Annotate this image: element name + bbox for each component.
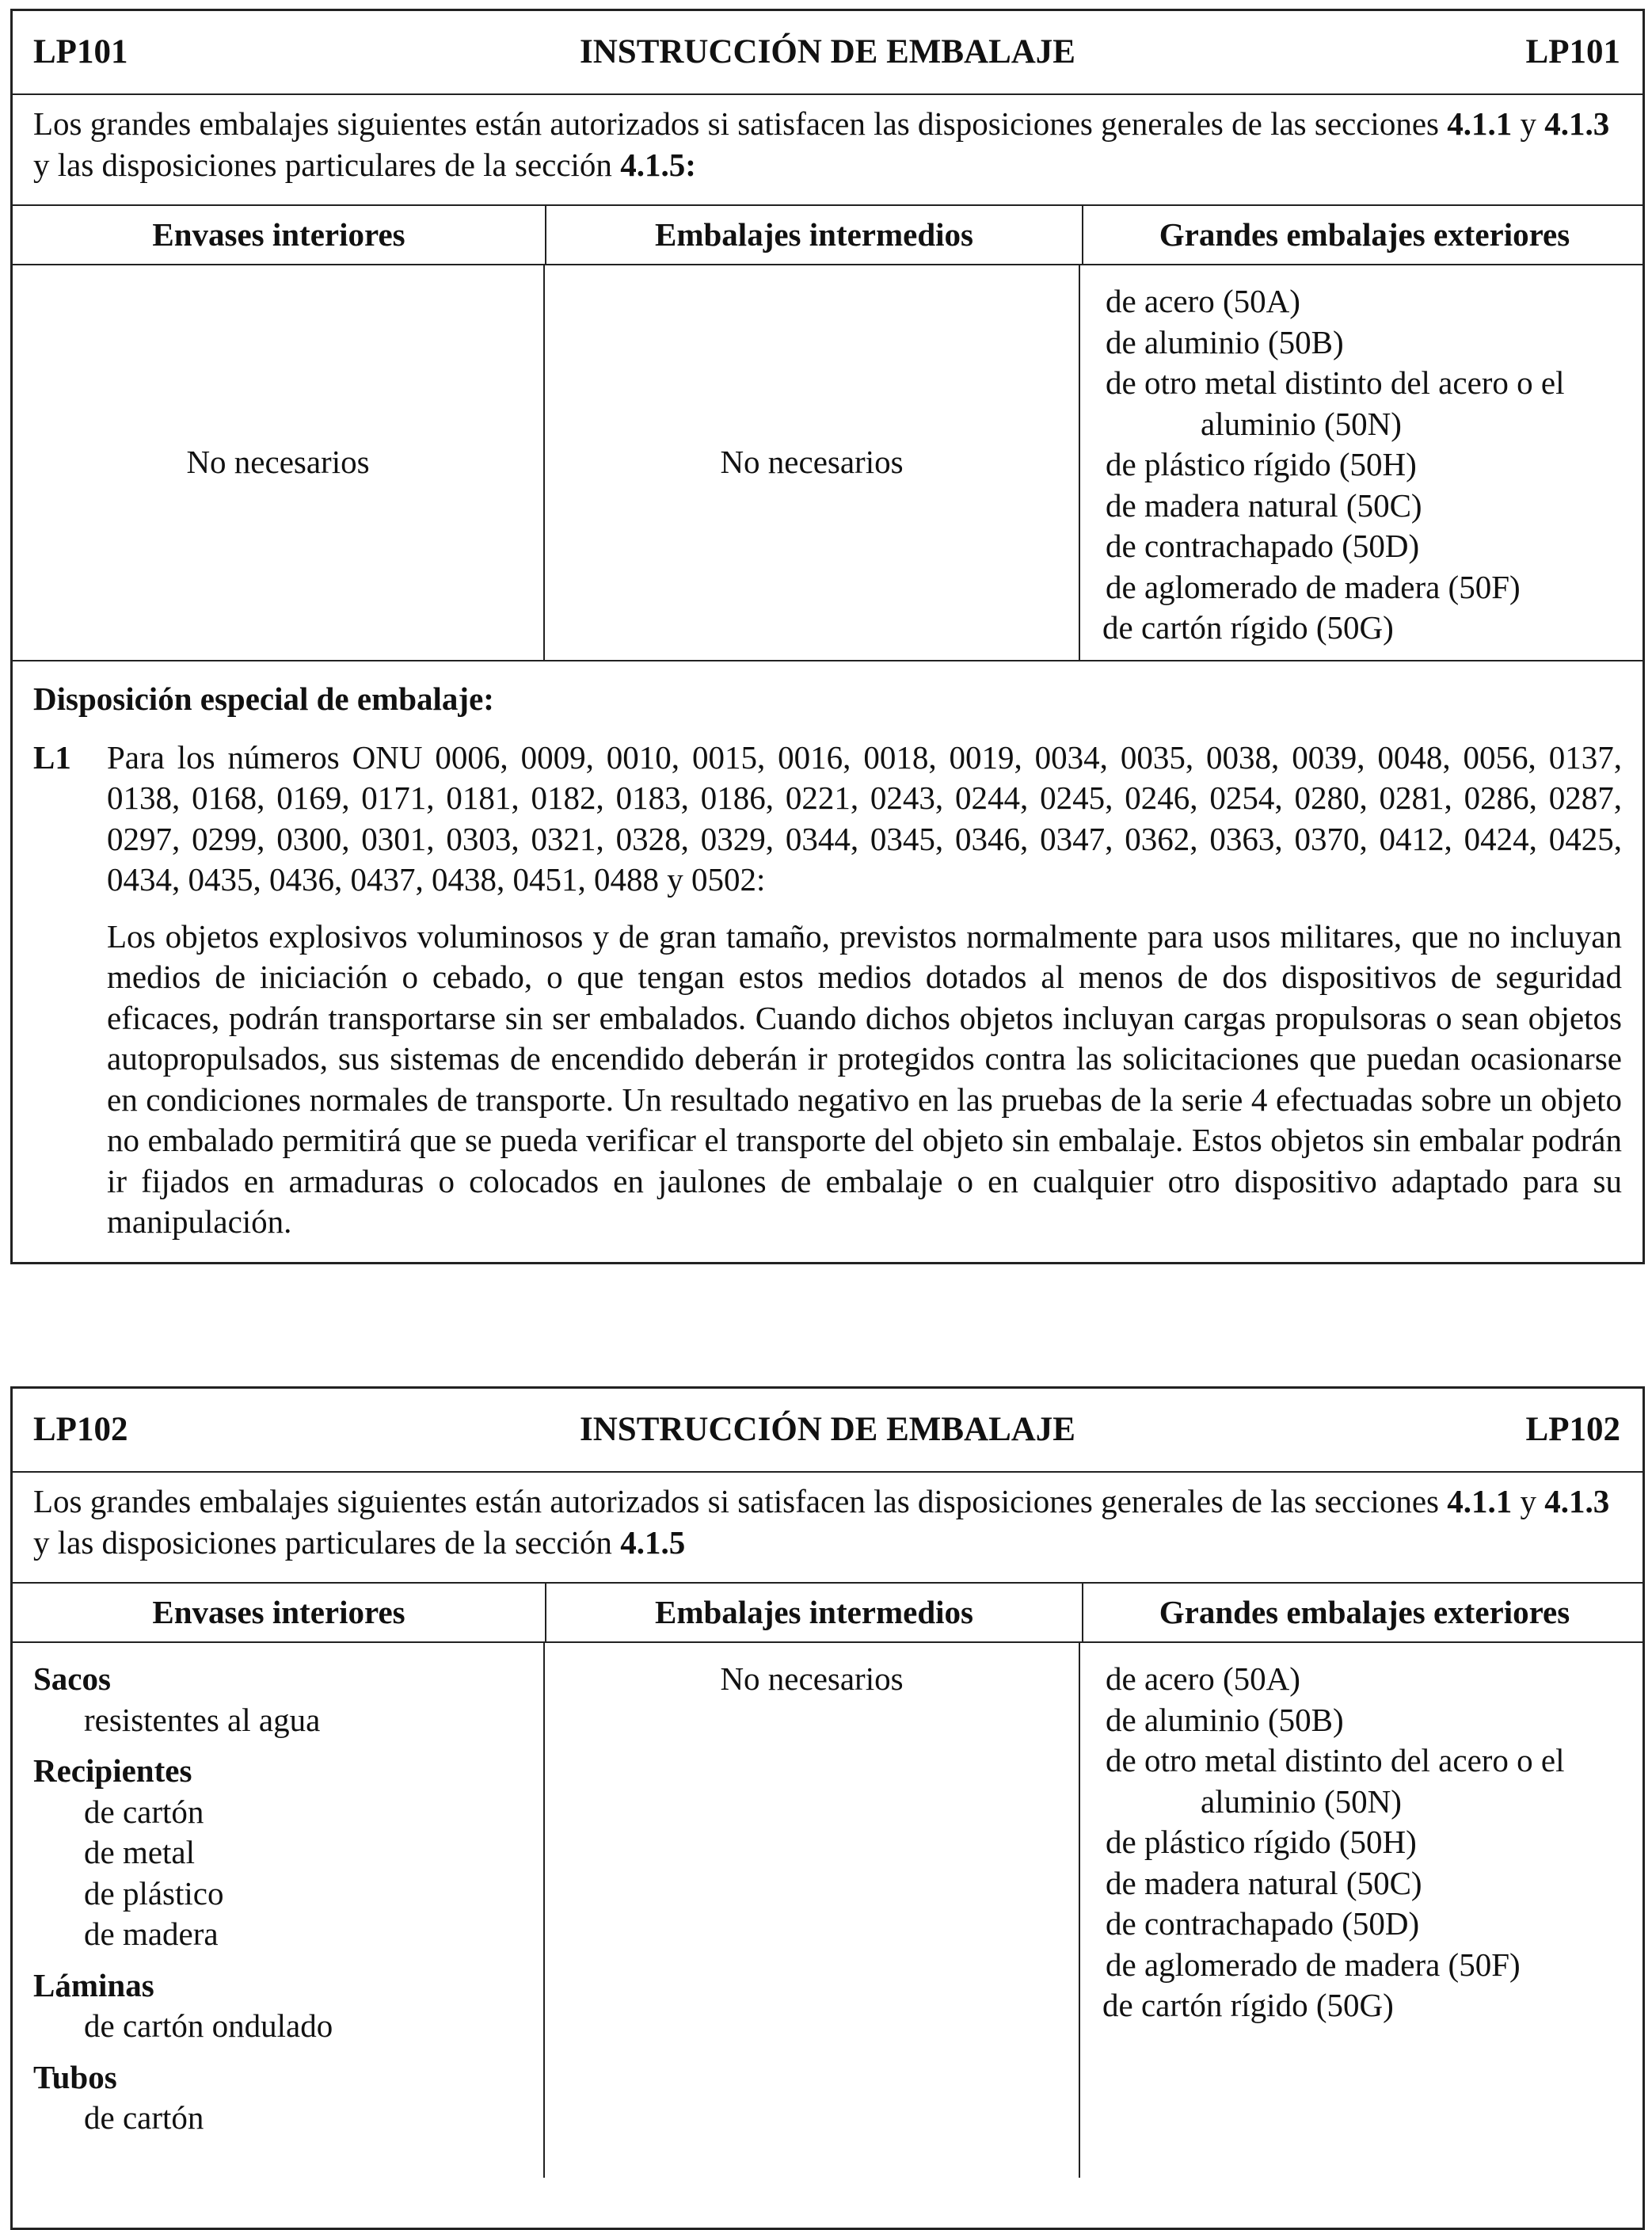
lp102-column-headers — [13, 1584, 1642, 1643]
lp102-intro-and: y — [1512, 1483, 1545, 1519]
lp102-intro — [13, 1473, 1642, 1584]
lp101-ref-413: 4.1.3 — [1544, 105, 1610, 142]
lp102-inner-list — [13, 1643, 545, 2178]
lp102-ref-415: 4.1.5 — [620, 1524, 686, 1561]
list-item: de madera natural (50C) — [1106, 1864, 1422, 1901]
list-item: de cartón ondulado — [84, 2007, 333, 2044]
lp102-code-right: LP102 — [1525, 1411, 1620, 1448]
list-item: de plástico rígido (50H) — [1106, 1824, 1417, 1860]
list-item: aluminio (50N) — [1201, 1782, 1402, 1820]
list-item: de otro metal distinto del acero o el — [1106, 1742, 1565, 1778]
list-item: de aluminio (50B) — [1106, 323, 1344, 360]
lp101-inner-cell — [13, 265, 545, 660]
lp102-intermediate-value: No necesarios — [720, 1660, 904, 1697]
lp101-column-headers — [13, 206, 1642, 265]
lp102-intermediate-cell — [545, 1643, 1080, 2178]
lp101-intermediate-cell — [545, 265, 1080, 660]
inner-group-sacos — [33, 1659, 543, 1740]
lp101-intro-text: Los grandes embalajes siguientes están autorizados si satisfacen las disposiciones generales de las secciones — [33, 105, 1448, 142]
inner-group-recipientes — [33, 1751, 543, 1955]
inner-group-tubos — [33, 2057, 543, 2139]
list-item: de aglomerado de madera (50F) — [1106, 1946, 1521, 1983]
lp101-title: INSTRUCCIÓN DE EMBALAJE — [580, 33, 1075, 71]
list-item: de madera — [84, 1916, 219, 1952]
group-title: Recipientes — [33, 1752, 192, 1789]
list-item: de plástico rígido (50H) — [1106, 446, 1417, 482]
lp101-instruction-box — [10, 9, 1645, 1264]
lp102-intro-particular: y las disposiciones particulares de la sección — [33, 1524, 621, 1561]
lp101-col-inner-header: Envases interiores — [13, 206, 546, 264]
list-item: de acero (50A) — [1106, 1660, 1300, 1697]
list-item: de cartón rígido (50G) — [1102, 1987, 1394, 2023]
lp102-body-row — [13, 1643, 1642, 2178]
lp101-l1-body — [107, 738, 1622, 1243]
lp101-col-intermediate-header: Embalajes intermedios — [546, 206, 1083, 264]
lp101-intro-particular: y las disposiciones particulares de la sección — [33, 147, 621, 183]
lp102-col-inner-header: Envases interiores — [13, 1584, 546, 1641]
list-item: de plástico — [84, 1874, 224, 1912]
list-item: de cartón — [84, 2099, 204, 2136]
list-item: de otro metal distinto del acero o el — [1106, 364, 1565, 401]
list-item: de aluminio (50B) — [1106, 1701, 1344, 1738]
lp101-intro-and: y — [1512, 105, 1545, 142]
lp102-ref-411: 4.1.1 — [1447, 1483, 1513, 1519]
lp102-title: INSTRUCCIÓN DE EMBALAJE — [580, 1411, 1075, 1448]
group-title: Sacos — [33, 1660, 111, 1697]
lp102-header-row — [13, 1389, 1642, 1473]
lp101-un-numbers: Para los números ONU 0006, 0009, 0010, 0015, 0016, 0018, 0019, 0034, 0035, 0038, 0039, 0048, 0056, 0137, 0138, 0168, 0169, 0171, 0181, 0182, 0183, 0186, 0221, 0243, 0244, 0245, 0246, 0254, 0280, 0281, 0286, 0287, 0297, 0299, 0300, 0301, 0303, 0321, 0328, 0329, 0344, 0345, 0346, 0347, 0362, 0363, 0370, 0412, 0424, 0425, 0434, 0435, 0436, 0437, 0438, 0451, 0488 y 0502: — [107, 738, 1622, 898]
list-item: de cartón rígido (50G) — [1102, 609, 1394, 646]
inner-group-laminas — [33, 1965, 543, 2047]
lp102-code-left: LP102 — [33, 1411, 128, 1448]
lp101-body-row — [13, 265, 1642, 661]
lp101-l1-label: L1 — [33, 738, 71, 776]
list-item: resistentes al agua — [84, 1701, 321, 1738]
lp101-intermediate-value: No necesarios — [720, 444, 904, 481]
lp102-intro-text: Los grandes embalajes siguientes están autorizados si satisfacen las disposiciones generales de las secciones — [33, 1483, 1448, 1519]
list-item: de contrachapado (50D) — [1106, 1905, 1420, 1942]
lp102-ref-413: 4.1.3 — [1544, 1483, 1610, 1519]
lp101-intro — [13, 95, 1642, 206]
lp101-code-left: LP101 — [33, 33, 128, 71]
list-item: de cartón — [84, 1793, 204, 1830]
lp101-l1-provision — [33, 738, 1622, 1243]
lp101-inner-value: No necesarios — [186, 444, 370, 481]
group-title: Tubos — [33, 2058, 117, 2095]
list-item: de acero (50A) — [1106, 283, 1300, 319]
lp102-outer-list — [1080, 1643, 1642, 2178]
lp101-header-row — [13, 11, 1642, 95]
lp101-col-outer-header: Grandes embalajes exteriores — [1159, 216, 1570, 253]
list-item: de contrachapado (50D) — [1106, 528, 1420, 564]
lp102-col-outer-header: Grandes embalajes exteriores — [1159, 1594, 1570, 1630]
list-item: de aglomerado de madera (50F) — [1106, 568, 1521, 605]
group-title: Láminas — [33, 1966, 154, 2003]
lp101-ref-411: 4.1.1 — [1447, 105, 1513, 142]
lp101-outer-list — [1080, 265, 1642, 660]
lp102-col-intermediate-header: Embalajes intermedios — [546, 1584, 1083, 1641]
list-item: aluminio (50N) — [1201, 405, 1402, 442]
lp101-code-right: LP101 — [1525, 33, 1620, 71]
list-item: de madera natural (50C) — [1106, 486, 1422, 524]
lp102-instruction-box — [10, 1386, 1645, 2230]
lp101-ref-415: 4.1.5: — [620, 147, 696, 183]
lp101-special-provision — [13, 661, 1642, 1243]
list-item: de metal — [84, 1834, 196, 1870]
lp101-special-title: Disposición especial de embalaje: — [33, 680, 494, 717]
lp101-l1-paragraph: Los objetos explosivos voluminosos y de gran tamaño, previstos normalmente para usos militares, que no incluyan medios de iniciación o cebado, o que tengan estos medios dotados al menos de dos dispositivos de seguridad eficaces, podrán transportarse sin ser embalados. Cuando dichos objetos incluyan cargas propulsoras o sean objetos autopropulsados, sus sistemas de encendido deberán ir protegidos contra las solicitaciones que puedan ocasionarse en condiciones normales de transporte. Un resultado negativo en las pruebas de la serie 4 efectuadas sobre un objeto no embalado permitirá que se pueda verificar el transporte del objeto sin embalaje. Estos objetos sin embalar podrán ir fijados en armaduras o colocados en jaulones de embalaje o en cualquier otro dispositivo adaptado para su manipulación. — [107, 917, 1622, 1240]
